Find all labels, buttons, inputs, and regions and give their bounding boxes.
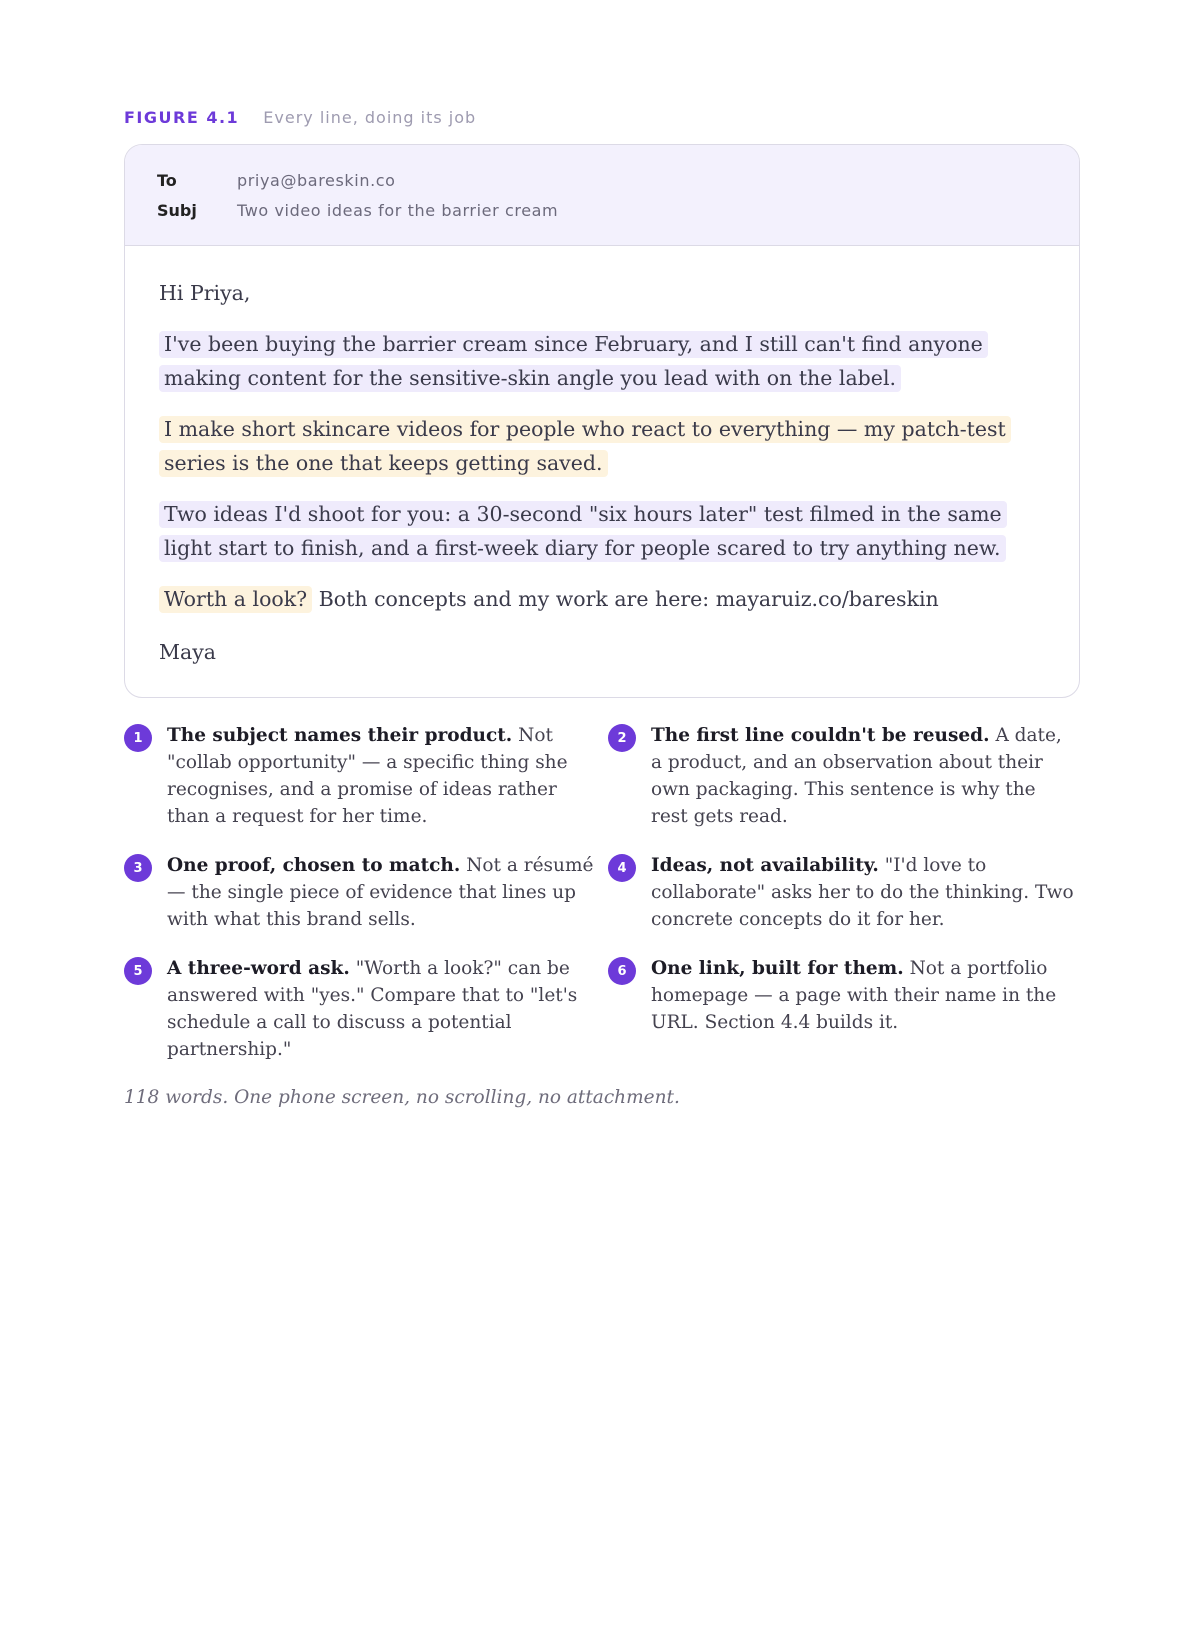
highlight-ask: Worth a look?: [159, 586, 312, 613]
to-row: [157, 165, 1079, 195]
note-5: [124, 955, 594, 1063]
note-text: [651, 722, 1078, 830]
to-label: To: [157, 170, 177, 190]
highlight-opening: I've been buying the barrier cream since February, and I still can't find anyone making content for the sensitive-skin angle you lead with on the label.: [159, 331, 988, 392]
subject-row: [157, 195, 1079, 225]
signature: [159, 635, 1045, 669]
email-card: [124, 144, 1080, 698]
note-number-badge: 6: [608, 957, 636, 985]
note-2: [608, 722, 1078, 830]
note-text: [167, 852, 594, 933]
annotation-notes: [124, 722, 1080, 1063]
note-text: [651, 852, 1078, 933]
note-body: "Worth a look?" can be answered with "yes." Compare that to "let's schedule a call to discuss a potential partnership.": [167, 958, 578, 1060]
greeting: [159, 276, 1045, 310]
note-title: One proof, chosen to match.: [167, 855, 461, 876]
email-body: [125, 246, 1079, 697]
to-value: priya@bareskin.co: [237, 170, 396, 190]
note-number-badge: 1: [124, 724, 152, 752]
note-number-badge: 2: [608, 724, 636, 752]
note-text: [167, 955, 594, 1063]
note-title: A three-word ask.: [167, 958, 350, 979]
link-line: Both concepts and my work are here: mayaruiz.co/bareskin: [318, 587, 939, 611]
note-text: [651, 955, 1078, 1036]
figure-caption: [124, 104, 1080, 132]
note-text: [167, 722, 594, 830]
note-body: Not "collab opportunity" — a specific thing she recognises, and a promise of ideas rather than a request for her time.: [167, 725, 568, 827]
note-title: Ideas, not availability.: [651, 855, 879, 876]
note-body: A date, a product, and an observation about their own packaging. This sentence is why the rest gets read.: [651, 725, 1062, 827]
note-number-badge: 5: [124, 957, 152, 985]
paragraph-opening: [159, 327, 1045, 395]
note-4: [608, 852, 1078, 933]
figure-title: Every line, doing its job: [263, 108, 477, 127]
figure-label: FIGURE 4.1: [124, 108, 240, 127]
note-body: "I'd love to collaborate" asks her to do the thinking. Two concrete concepts do it for her.: [651, 855, 1074, 930]
paragraph-proof: [159, 412, 1045, 480]
note-title: The first line couldn't be reused.: [651, 725, 990, 746]
figure: [124, 104, 1080, 1108]
paragraph-ideas: [159, 497, 1045, 565]
note-title: One link, built for them.: [651, 958, 904, 979]
signature-text: Maya: [159, 640, 217, 664]
greeting-text: Hi Priya,: [159, 281, 251, 305]
note-1: [124, 722, 594, 830]
note-body: Not a portfolio homepage — a page with their name in the URL. Section 4.4 builds it.: [651, 958, 1057, 1033]
note-body: Not a résumé — the single piece of evidence that lines up with what this brand sells.: [167, 855, 594, 930]
email-header: [125, 145, 1079, 246]
highlight-proof: I make short skincare videos for people who react to everything — my patch-test series is the one that keeps getting saved.: [159, 416, 1011, 477]
note-title: The subject names their product.: [167, 725, 513, 746]
subject-label: Subj: [157, 200, 197, 220]
subject-value: Two video ideas for the barrier cream: [237, 200, 559, 220]
note-number-badge: 4: [608, 854, 636, 882]
note-3: [124, 852, 594, 933]
paragraph-ask: [159, 582, 1045, 616]
note-number-badge: 3: [124, 854, 152, 882]
highlight-ideas: Two ideas I'd shoot for you: a 30-second "six hours later" test filmed in the same light start to finish, and a first-week diary for people scared to try anything new.: [159, 501, 1007, 562]
note-6: [608, 955, 1078, 1063]
word-count-footnote: 118 words. One phone screen, no scrolling, no attachment.: [124, 1087, 680, 1108]
